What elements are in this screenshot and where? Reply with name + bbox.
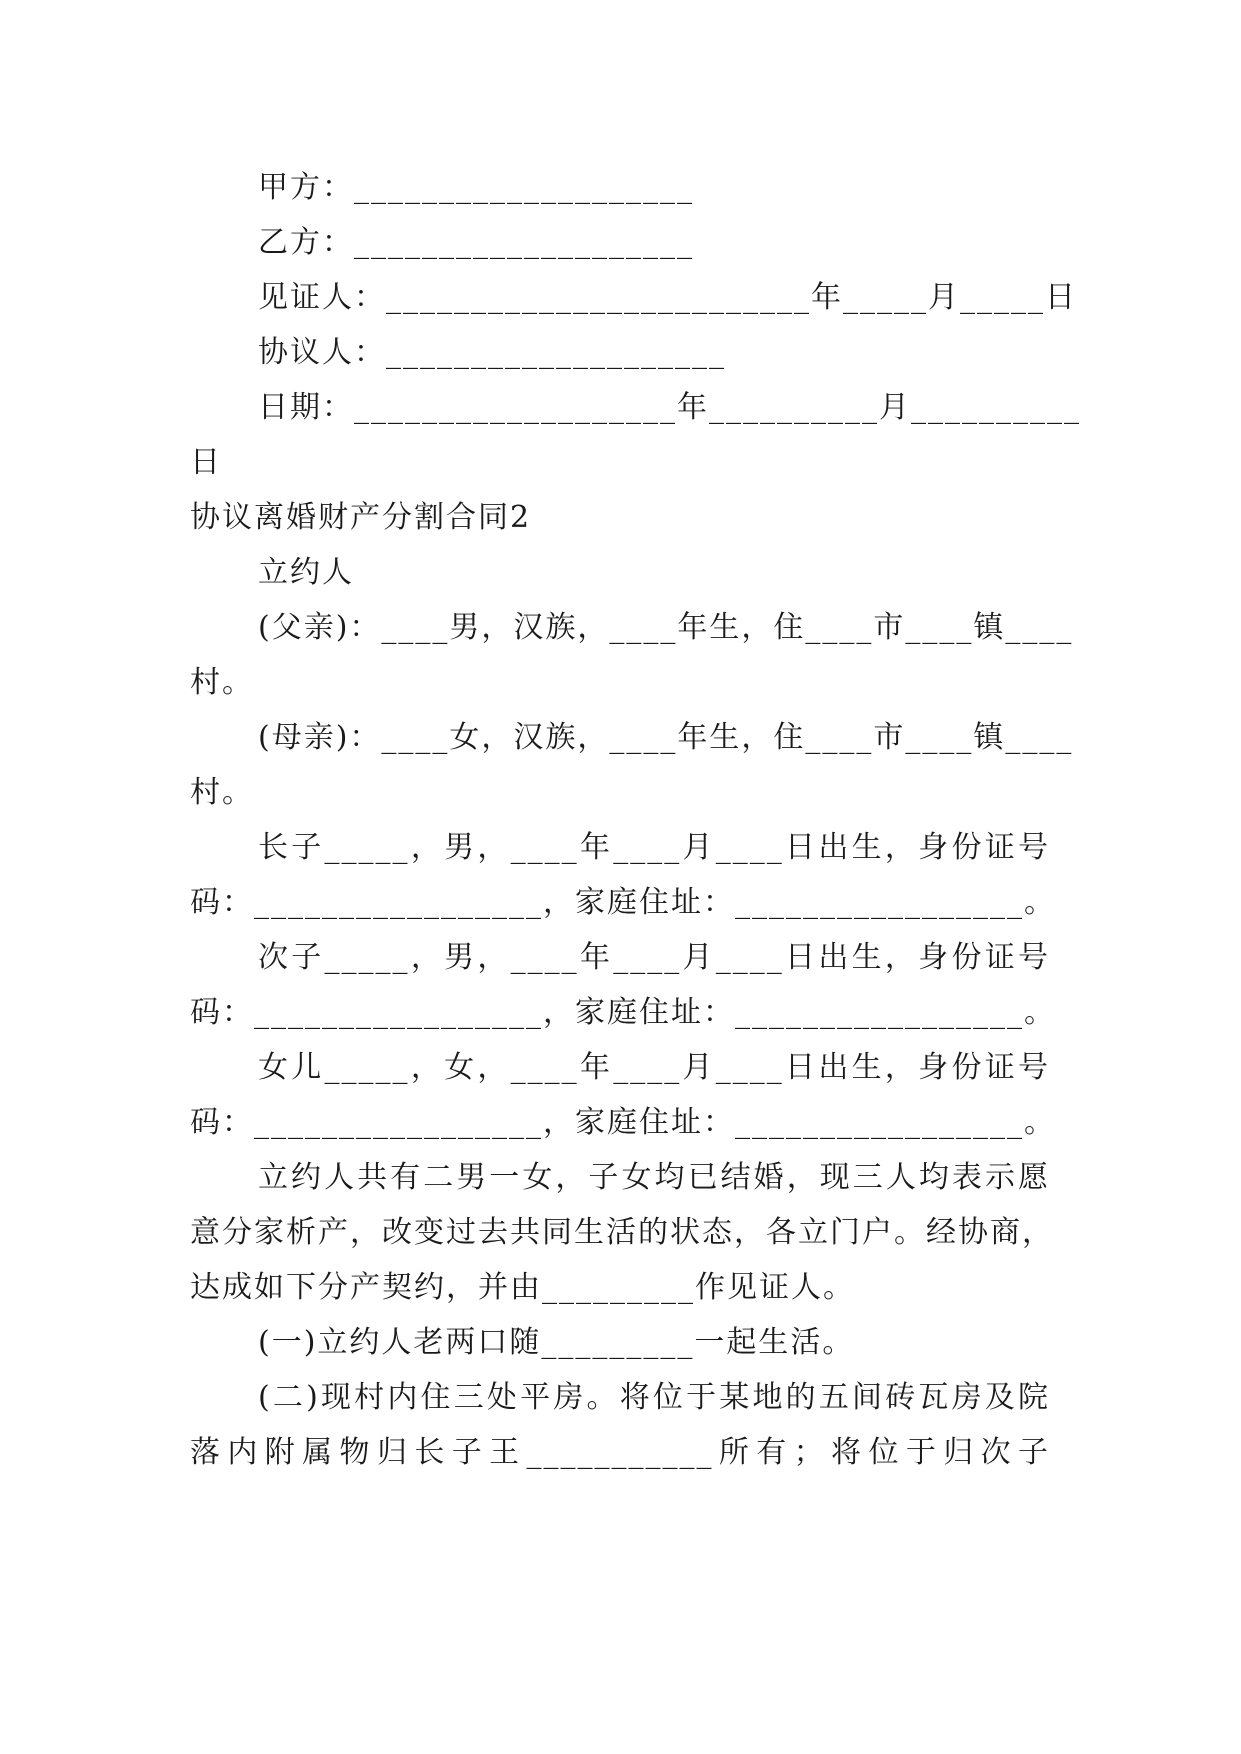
clause-two-continued: 落内附属物归长子王___________所有；将位于归次子 (190, 1435, 1050, 1470)
date-line: 日期：___________________年__________月__________ (258, 390, 1081, 425)
paragraph-line: 意分家析产，改变过去共同生活的状态，各立门户。经协商， (190, 1215, 1054, 1250)
father-line: (父亲)：____男，汉族，____年生，住____市____镇____ (258, 610, 1074, 645)
signatory-heading: 立约人 (258, 555, 354, 590)
paragraph-line: 达成如下分产契约，并由_________作见证人。 (190, 1270, 855, 1305)
date-line-continued: 日 (190, 445, 222, 480)
witness-line: 见证人：_________________________年_____月_____日 (258, 280, 1077, 315)
daughter-line-continued: 码：_________________，家庭住址：_________________。 (190, 1105, 1056, 1140)
second-son-line-continued: 码：_________________，家庭住址：_________________。 (190, 995, 1056, 1030)
father-line-continued: 村。 (190, 665, 254, 700)
eldest-son-line-continued: 码：_________________，家庭住址：_________________。 (190, 885, 1056, 920)
eldest-son-line: 长子_____，男，____年____月____日出生，身份证号 (258, 830, 1050, 865)
party-a-line: 甲方：____________________ (258, 170, 694, 205)
mother-line: (母亲)：____女，汉族，____年生，住____市____镇____ (258, 720, 1074, 755)
clause-one: (一)立约人老两口随_________一起生活。 (258, 1325, 855, 1360)
section-title: 协议离婚财产分割合同2 (190, 500, 532, 535)
paragraph-line: 立约人共有二男一女，子女均已结婚，现三人均表示愿 (258, 1160, 1050, 1195)
clause-two: (二)现村内住三处平房。将位于某地的五间砖瓦房及院 (258, 1380, 1050, 1415)
mother-line-continued: 村。 (190, 775, 254, 810)
party-b-line: 乙方：____________________ (258, 225, 694, 260)
agreement-party-line: 协议人：____________________ (258, 335, 726, 370)
daughter-line: 女儿_____，女，____年____月____日出生，身份证号 (258, 1050, 1050, 1085)
second-son-line: 次子_____，男，____年____月____日出生，身份证号 (258, 940, 1050, 975)
